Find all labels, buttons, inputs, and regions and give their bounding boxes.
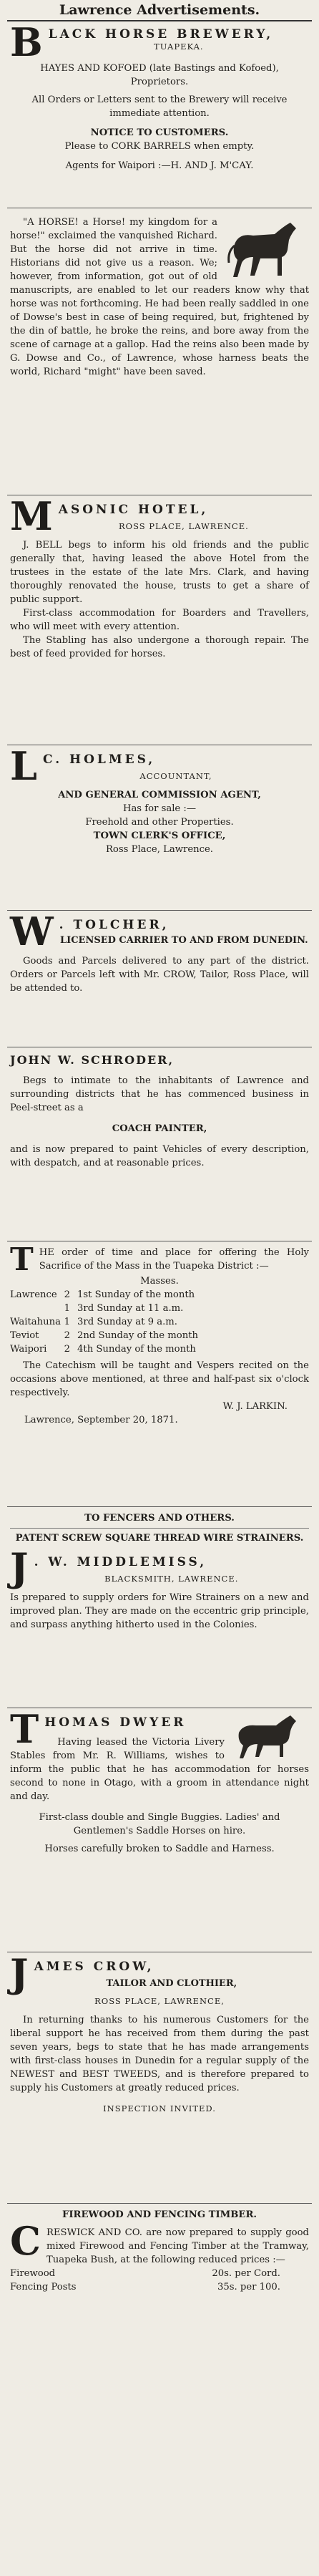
- ad-invite: INSPECTION INVITED.: [103, 2103, 216, 2113]
- schedule-row: Waitahuna 1 3rd Sunday at 9 a.m.: [10, 1317, 177, 1327]
- drop-cap: T: [10, 1241, 34, 1278]
- drop-cap: T: [10, 1708, 39, 1752]
- ad-body: Horses carefully broken to Saddle and Harness.: [44, 1844, 275, 1854]
- ad-orders: All Orders or Letters sent to the Brewery will receive immediate attention.: [31, 95, 288, 119]
- ad-owners: HAYES AND KOFOED (late Bastings and Kofoed), Proprietors.: [40, 63, 279, 87]
- ad-sign: W. J. LARKIN.: [222, 1401, 288, 1412]
- ad-body: J. BELL begs to inform his old friends and the public generally that, having leased the above Hotel from the trustees in the estate of the late Mrs. Clark, and having thoroughly renovated the house, trusts to get a share of public support.: [10, 540, 309, 605]
- ad-body: RESWICK AND CO. are now prepared to supply good mixed Firewood and Fencing Timber at the Tramway, Tuapeka Bush, at the following reduced prices :—: [46, 2227, 309, 2265]
- drop-cap: J: [10, 1544, 29, 1590]
- schedule-row: Teviot 2 2nd Sunday of the month: [10, 1330, 199, 1341]
- ad-date: Lawrence, September 20, 1871.: [24, 1415, 178, 1425]
- ad-trade: COACH PAINTER,: [112, 1123, 207, 1134]
- ad-notice-title: NOTICE TO CUSTOMERS.: [90, 127, 229, 138]
- ad-props: Freehold and other Properties.: [85, 817, 234, 828]
- ad-body: Having leased the Victoria Livery Stables from Mr. R. Williams, wishes to inform the public that he has accommodation for horses second to none in Otago, with a groom in attendance night and day.: [10, 1737, 309, 1802]
- ad-body: Begs to intimate to the inhabitants of Lawrence and surrounding districts that he has commenced business in Peel-street as a: [10, 1075, 309, 1113]
- ad-heading: FIREWOOD AND FENCING TIMBER.: [62, 2209, 257, 2220]
- ad-body: In returning thanks to his numerous Customers for the liberal support he has received from them during the past seven years, begs to state that he has made arrangements with first-class houses in Dunedin for a regular supply of the NEWEST and BEST TWEEDS, and is therefore prepared to supply his Customers at greatly reduced prices.: [10, 2015, 309, 2093]
- drop-cap: B: [10, 21, 43, 65]
- drop-cap: J: [10, 1952, 29, 1996]
- ad-role: ACCOUNTANT,: [139, 771, 212, 781]
- ad-creswick: [7, 2204, 312, 2354]
- ad-role: TAILOR AND CLOTHIER,: [106, 1978, 237, 1989]
- ad-title: HOMAS DWYER: [44, 1715, 187, 1730]
- ad-brewery: [7, 21, 312, 208]
- masthead: Lawrence Advertisements.: [7, 0, 312, 21]
- ad-body: Goods and Parcels delivered to any part of the district. Orders or Parcels left with Mr. CROW, Tailor, Ross Place, will be attended to.: [10, 956, 309, 994]
- ad-body: The Catechism will be taught and Vespers recited on the occasions above mentioned, at three and half-past six o'clock respectively.: [10, 1360, 309, 1398]
- ad-crow: [7, 1952, 312, 2204]
- ad-address: ROSS PLACE, LAWRENCE,: [94, 1996, 225, 2006]
- horse-illustration: [232, 1713, 303, 1760]
- ad-address: ROSS PLACE, LAWRENCE.: [119, 521, 249, 531]
- ad-tolcher: [7, 911, 312, 1047]
- ad-body: Is prepared to supply orders for Wire Strainers on a new and improved plan. They are made on the eccentric grip principle, and surpass anything hitherto used in the Colonies.: [10, 1592, 309, 1630]
- ad-title: LACK HORSE BREWERY,: [48, 27, 274, 42]
- ad-office: TOWN CLERK'S OFFICE,: [93, 831, 226, 841]
- ad-agent: AND GENERAL COMMISSION AGENT,: [58, 790, 261, 800]
- ad-middlemiss: [7, 1507, 312, 1708]
- schedule-row: Waipori 2 4th Sunday of the month: [10, 1344, 196, 1355]
- ad-title: . TOLCHER,: [59, 918, 170, 932]
- ad-product: PATENT SCREW SQUARE THREAD WIRE STRAINERS.: [10, 1528, 309, 1545]
- ad-trade: BLACKSMITH, LAWRENCE.: [104, 1574, 239, 1584]
- ad-heading: TO FENCERS AND OTHERS.: [84, 1513, 235, 1524]
- ad-title: ASONIC HOTEL,: [58, 503, 209, 517]
- ad-intro: HE order of time and place for offering the Holy Sacrifice of the Mass in the Tuapeka District :—: [39, 1247, 309, 1272]
- ad-schroder: [7, 1047, 312, 1241]
- price-row: Fencing Posts 35s. per 100.: [10, 2282, 280, 2292]
- ad-harness: [7, 208, 312, 495]
- ad-title: JOHN W. SCHRODER,: [10, 1053, 175, 1067]
- ad-body: First-class accommodation for Boarders and Travellers, who will meet with every attention.: [10, 608, 309, 632]
- drop-cap: C: [10, 2218, 41, 2264]
- ad-body: "A HORSE! a Horse! my kingdom for a horse!" exclaimed the vanquished Richard. But the horse did not arrive in time. Historians did not give us a reason. We; however, from information, got out of old manuscripts, are enabled to let our readers know why that horse was not forthcoming. He had been really saddled in one of Dowse's best in case of being required, but, frightened by the din of battle, he broke the reins, and bore away from the scene of carnage at a gallop. Had the reins also been made by G. Dowse and Co., of Lawrence, whose harness beats the world, Richard "might" have been saved.: [10, 217, 309, 377]
- ad-label: Masses.: [140, 1276, 179, 1287]
- schedule-row: 1 3rd Sunday at 11 a.m.: [64, 1303, 184, 1314]
- ad-role: LICENSED CARRIER TO AND FROM DUNEDIN.: [59, 935, 308, 946]
- ad-title: C. HOLMES,: [42, 752, 156, 767]
- price-row: Firewood 20s. per Cord.: [10, 2268, 280, 2279]
- ad-title: AMES CROW,: [34, 1960, 154, 1974]
- ad-holmes: [7, 745, 312, 911]
- ad-masses: [7, 1241, 312, 1507]
- ad-agents: Agents for Waipori :—H. AND J. M'CAY.: [65, 160, 254, 171]
- drop-cap: L: [10, 745, 37, 789]
- ad-has: Has for sale :—: [122, 803, 197, 814]
- ad-title: . W. MIDDLEMISS,: [34, 1555, 207, 1569]
- ad-address: Ross Place, Lawrence.: [105, 844, 213, 855]
- ad-body: The Stabling has also undergone a thorough repair. The best of feed provided for horses.: [10, 635, 309, 659]
- ad-place: TUAPEKA.: [154, 42, 204, 52]
- ad-dwyer: [7, 1708, 312, 1952]
- horse-illustration: [225, 216, 303, 280]
- schedule-row: Lawrence 2 1st Sunday of the month: [10, 1289, 195, 1300]
- drop-cap: W: [10, 911, 54, 954]
- ad-body: First-class double and Single Buggies. Ladies' and Gentlemen's Saddle Horses on hire.: [39, 1812, 280, 1836]
- ad-masonic: [7, 495, 312, 745]
- ad-notice-body: Please to CORK BARRELS when empty.: [64, 141, 255, 152]
- ad-body: and is now prepared to paint Vehicles of every description, with despatch, and at reasonable prices.: [10, 1144, 309, 1168]
- drop-cap: M: [10, 495, 53, 539]
